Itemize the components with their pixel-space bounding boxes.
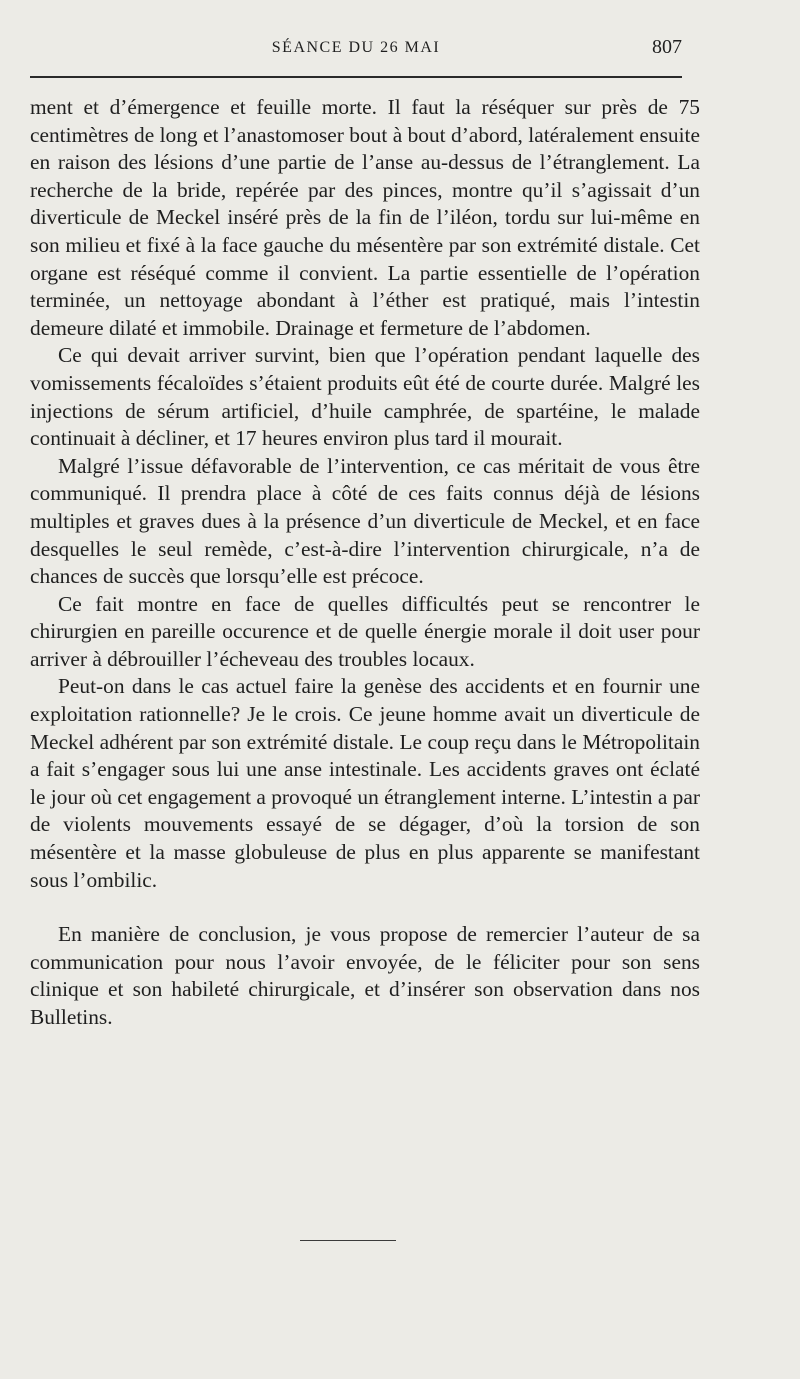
page-number: 807 — [652, 36, 682, 58]
body-text — [30, 94, 700, 1032]
page-header — [30, 36, 682, 60]
running-head: SÉANCE DU 26 MAI — [271, 39, 441, 56]
paragraph: Malgré l’issue défavorable de l’intervention, ce cas méritait de vous être communiqué. Il prendra place à côté de ces faits connus déjà de lésions multiples et graves dues à la présence d’un diverticule de Meckel, et en face desquelles le seul remède, c’est-à-dire l’intervention chirurgicale, n’a de chances de succès que lorsqu’elle est précoce. — [30, 453, 700, 589]
header-rule — [30, 76, 682, 78]
conclusion-paragraph: En manière de conclusion, je vous propose de remercier l’auteur de sa communication pour nous l’avoir envoyée, de le féliciter pour son sens clinique et son habileté chirurgicale, et d’insérer son observation dans nos Bulletins. — [30, 922, 700, 1029]
paragraph: Ce qui devait arriver survint, bien que l’opération pendant laquelle des vomissements fécaloïdes s’étaient produits eût été de courte durée. Malgré les injections de sérum artificiel, d’huile camphrée, de spartéine, le malade continuait à décliner, et 17 heures environ plus tard il mourait. — [30, 343, 700, 451]
paragraph-continued: ment et d’émergence et feuille morte. Il faut la réséquer sur près de 75 centimètres de long et l’anastomoser bout à bout d’abord, latéralement ensuite en raison des lésions d’une partie de l’anse au-dessus de l’étranglement. La recherche de la bride, repérée par des pinces, montre qu’il s’agissait d’un diverticule de Meckel inséré près de la fin de l’iléon, tordu sur lui-même en son milieu et fixé à la face gauche du mésentère par son extrémité distale. Cet organe est réséqué comme il convient. La partie essentielle de l’opération terminée, un nettoyage abondant à l’éther est pratiqué, mais l’intestin demeure dilaté et immobile. Drainage et fermeture de l’abdomen. — [30, 95, 700, 340]
end-rule — [300, 1240, 396, 1241]
paragraph: Ce fait montre en face de quelles difficultés peut se rencontrer le chirurgien en pareille occurence et de quelle énergie morale il doit user pour arriver à débrouiller l’écheveau des troubles locaux. — [30, 591, 700, 671]
paragraph: Peut-on dans le cas actuel faire la genèse des accidents et en fournir une exploitation rationnelle? Je le crois. Ce jeune homme avait un diverticule de Meckel adhérent par son extrémité distale. Le coup reçu dans le Métropolitain a fait s’engager sous lui une anse intestinale. Les accidents graves ont éclaté le jour où cet engagement a provoqué un étranglement interne. L’intestin a par de violents mouvements essayé de se dégager, d’où la torsion de son mésentère et la masse globuleuse de plus en plus apparente se manifestant sous l’ombilic. — [30, 674, 700, 892]
